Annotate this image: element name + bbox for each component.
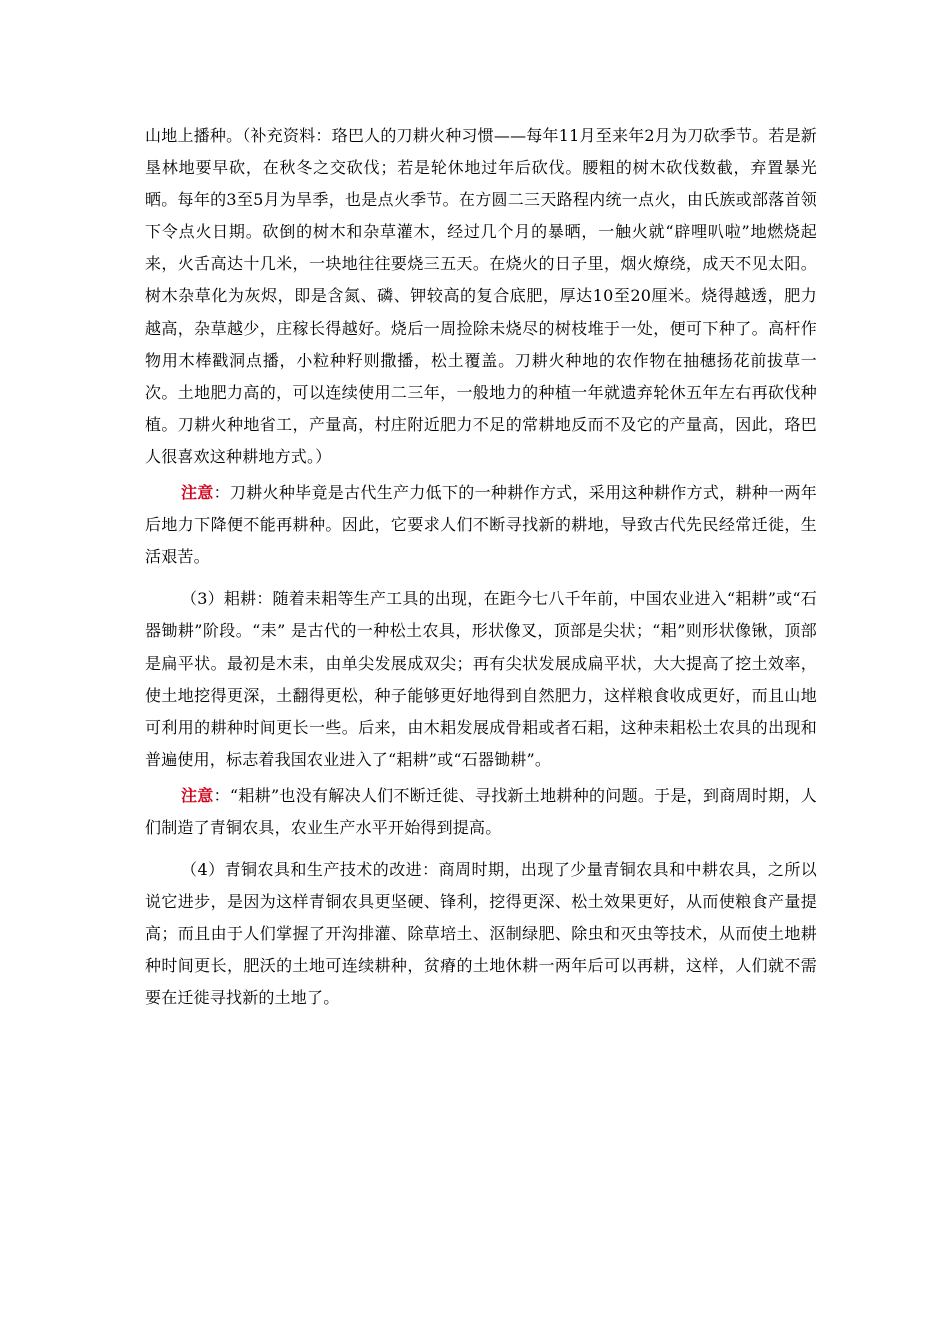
note-label: 注意 — [181, 483, 214, 503]
note-label: 注意 — [181, 785, 214, 805]
section-3-paragraph: （3）耜耕：随着耒耜等生产工具的出现，在距今七八千年前，中国农业进入“耜耕”或“石器锄耕”阶段。“耒” 是古代的一种松土农具，形状像叉，顶部是尖状；“耜”则形状像锹，顶部是扁平状。最初是木耒，由单尖发展成双尖；再有尖状发展成扁平状，大大提高了挖土效率，使土地挖得更深，土翻得更松，种子能够更好地得到自然肥力，这样粮食收成更好，而且山地可利用的耕种时间更长一些。后来，由木耜发展成骨耜或者石耜，这种耒耜松土农具的出现和普遍使用，标志着我国农业进入了“耜耕”或“石器锄耕”。 — [145, 589, 817, 769]
note-text: ：“耜耕”也没有解决人们不断迁徙、寻找新土地耕种的问题。于是，到商周时期，人们制造了青铜农具，农业生产水平开始得到提高。 — [145, 785, 817, 837]
section-4-paragraph: （4）青铜农具和生产技术的改进：商周时期，出现了少量青铜农具和中耕农具，之所以说它进步，是因为这样青铜农具更坚硬、锋利，挖得更深、松土效果更好，从而使粮食产量提高；而且由于人们掌握了开沟排灌、除草培土、沤制绿肥、除虫和灭虫等技术，从而使土地耕种时间更长，肥沃的土地可连续耕种，贫瘠的土地休耕一两年后可以再耕，这样，人们就不需要在迁徙寻找新的土地了。 — [145, 860, 817, 1008]
supplementary-material-paragraph: 山地上播种。（补充资料：珞巴人的刀耕火种习惯——每年11月至来年2月为刀砍季节。若是新垦林地要早砍，在秋冬之交砍伐；若是轮休地过年后砍伐。腰粗的树木砍伐数截，弃置暴光晒。每年的3至5月为旱季，也是点火季节。在方圆二三天路程内统一点火，由氏族或部落首领下令点火日期。砍倒的树木和杂草灌木，经过几个月的暴晒，一触火就“辟哩叭啦”地燃烧起来，火舌高达十几米，一块地往往要烧三五天。在烧火的日子里，烟火燎绕，成天不见太阳。树木杂草化为灰烬，即是含氮、磷、钾较高的复合底肥，厚达10至20厘米。烧得越透，肥力越高，杂草越少，庄稼长得越好。烧后一周捡除未烧尽的树枝堆于一处，便可下种了。高杆作物用木棒戳洞点播，小粒种籽则撒播，松土覆盖。刀耕火种地的农作物在抽穗扬花前拔草一次。土地肥力高的，可以连续使用二三年，一般地力的种植一年就遗弃轮休五年左右再砍伐种植。刀耕火种地省工，产量高，村庄附近肥力不足的常耕地反而不及它的产量高，因此，珞巴人很喜欢这种耕地方式。） — [145, 126, 817, 466]
note-paragraph-slash-and-burn — [145, 477, 817, 573]
note-text: ：刀耕火种毕竟是古代生产力低下的一种耕作方式，采用这种耕作方式，耕种一两年后地力下降便不能再耕种。因此，它要求人们不断寻找新的耕地，导致古代先民经常迁徙，生活艰苦。 — [145, 483, 817, 567]
document-page — [145, 120, 817, 1015]
note-paragraph-sigeng — [145, 780, 817, 844]
